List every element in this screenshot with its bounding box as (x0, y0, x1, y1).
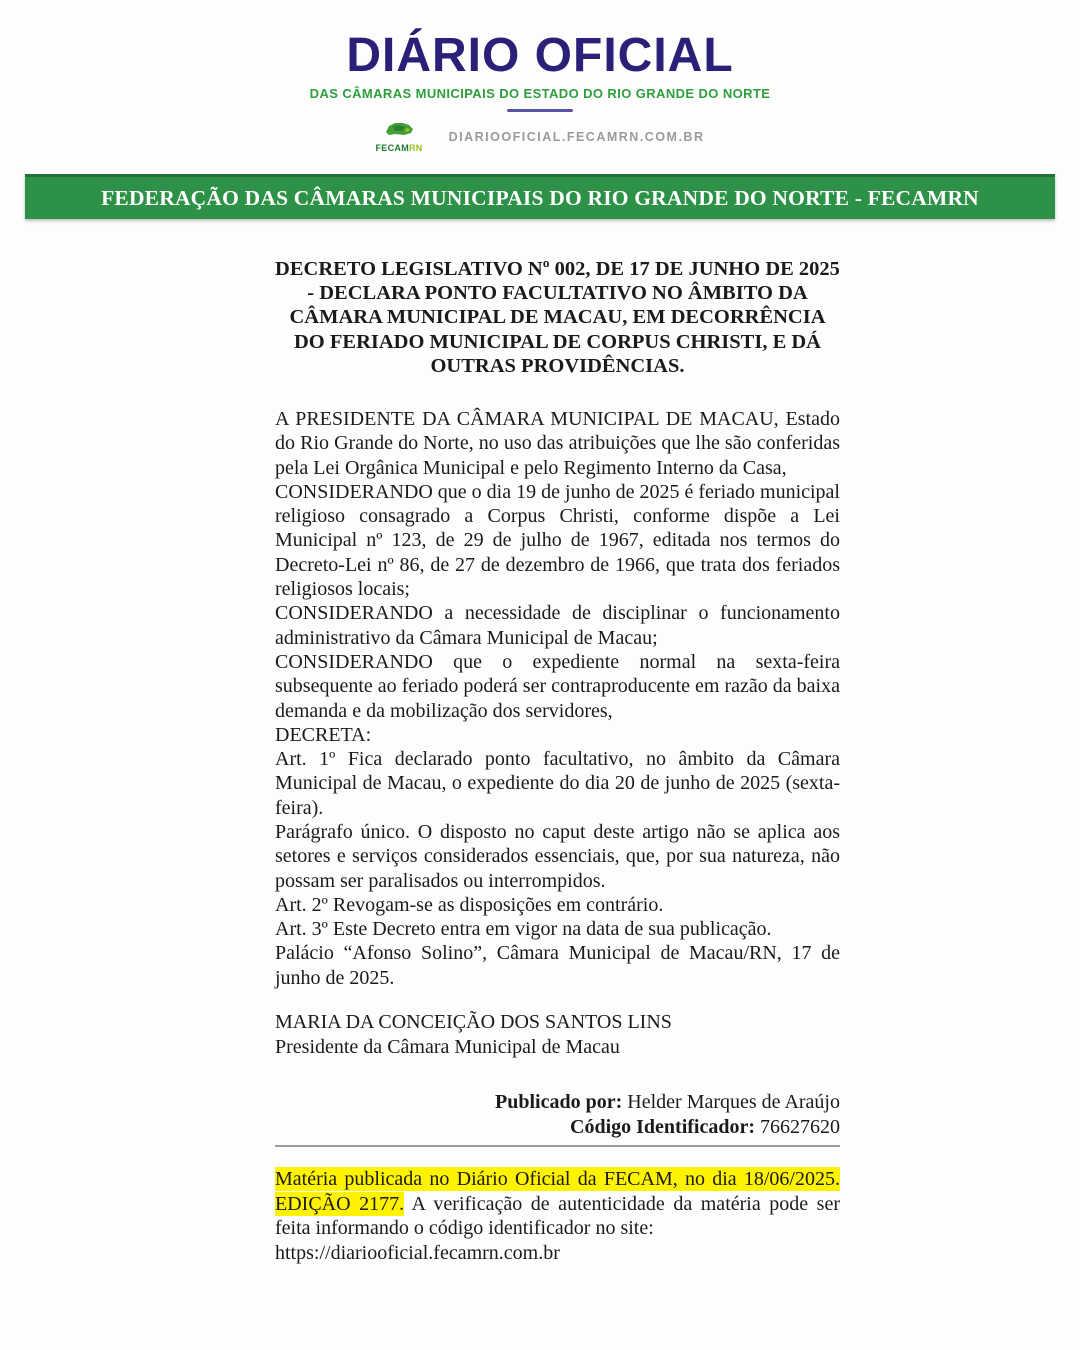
decree-paragraph-art1: Art. 1º Fica declarado ponto facultativo, no âmbito da Câmara Municipal de Macau, o expediente do dia 20 de junho de 2025 (sexta-feira). (275, 748, 840, 819)
signatory-name: MARIA DA CONCEIÇÃO DOS SANTOS LINS (275, 1011, 672, 1034)
decree-paragraph-art3: Art. 3º Este Decreto entra em vigor na data de sua publicação. (275, 918, 772, 941)
decree-paragraph-decreta: DECRETA: (275, 723, 372, 746)
signature-block (275, 1010, 840, 1060)
section-divider (275, 1145, 840, 1147)
federation-banner: FEDERAÇÃO DAS CÂMARAS MUNICIPAIS DO RIO GRANDE DO NORTE - FECAMRN (25, 174, 1055, 219)
gazette-subtitle: DAS CÂMARAS MUNICIPAIS DO ESTADO DO RIO GRANDE DO NORTE (309, 86, 771, 101)
decree-body (275, 407, 840, 990)
masthead (0, 0, 1080, 153)
decree-paragraph-considerando-1: CONSIDERANDO que o dia 19 de junho de 2025 é feriado municipal religioso consagrado a Corpus Christi, conforme dispõe a Lei Municipal nº 123, de 29 de julho de 1967, editada nos termos do Decreto-Lei nº 86, de 27 de dezembro de 1966, que trata dos feriados religiosos locais; (275, 480, 840, 601)
decree-title: DECRETO LEGISLATIVO Nº 002, DE 17 DE JUNHO DE 2025 - DECLARA PONTO FACULTATIVO NO ÂMBITO DA CÂMARA MUNICIPAL DE MACAU, EM DECORRÊNCIA DO FERIADO MUNICIPAL DE CORPUS CHRISTI, E DÁ OUTRAS PROVIDÊNCIAS. (275, 258, 840, 377)
decree-paragraph-preamble: A PRESIDENTE DA CÂMARA MUNICIPAL DE MACAU, Estado do Rio Grande do Norte, no uso das atribuições que lhe são conferidas pela Lei Orgânica Municipal e pelo Regimento Interno da Casa, (275, 407, 840, 479)
fecamrn-logo-text: FECAMRN (375, 143, 423, 153)
published-by-label: Publicado por: (495, 1091, 623, 1114)
highlighted-publication-note: Matéria publicada no Diário Oficial da FECAM, no dia 18/06/2025. EDIÇÃO 2177. (275, 1168, 840, 1215)
website-url-text: DIARIOOFICIAL.FECAMRN.COM.BR (448, 130, 705, 144)
published-by-value: Helder Marques de Araújo (627, 1091, 840, 1114)
publication-info (275, 1090, 840, 1139)
masthead-logo-row (0, 121, 1080, 153)
authenticity-note (275, 1167, 840, 1265)
document-content (275, 257, 840, 1266)
decree-paragraph-considerando-3: CONSIDERANDO que o expediente normal na sexta-feira subsequente ao feriado poderá ser contraproducente em razão da baixa demanda e da mobilização dos servidores, (275, 650, 840, 722)
verification-url[interactable]: https://diariooficial.fecamrn.com.br (275, 1242, 560, 1265)
fecamrn-logo (376, 121, 423, 153)
published-by-line (275, 1090, 840, 1115)
masthead-rule (507, 109, 573, 112)
decree-paragraph-palacio: Palácio “Afonso Solino”, Câmara Municipal de Macau/RN, 17 de junho de 2025. (275, 942, 840, 989)
rn-state-map-icon (383, 121, 415, 142)
gazette-title: DIÁRIO OFICIAL (346, 29, 734, 82)
decree-paragraph-considerando-2: CONSIDERANDO a necessidade de disciplinar o funcionamento administrativo da Câmara Municipal de Macau; (275, 602, 840, 649)
decree-paragraph-art2: Art. 2º Revogam-se as disposições em contrário. (275, 893, 664, 916)
identifier-code-label: Código Identificador: (570, 1115, 755, 1138)
identifier-code-value: 76627620 (760, 1115, 840, 1138)
authenticity-note-text: A verificação de autenticidade da matéria pode ser feita informando o código identificador no site: (275, 1192, 840, 1240)
identifier-code-line (275, 1115, 840, 1140)
signatory-role: Presidente da Câmara Municipal de Macau (275, 1036, 620, 1059)
decree-paragraph-paragrafo-unico: Parágrafo único. O disposto no caput deste artigo não se aplica aos setores e serviços considerados essenciais, que, por sua natureza, não possam ser paralisados ou interrompidos. (275, 820, 840, 892)
